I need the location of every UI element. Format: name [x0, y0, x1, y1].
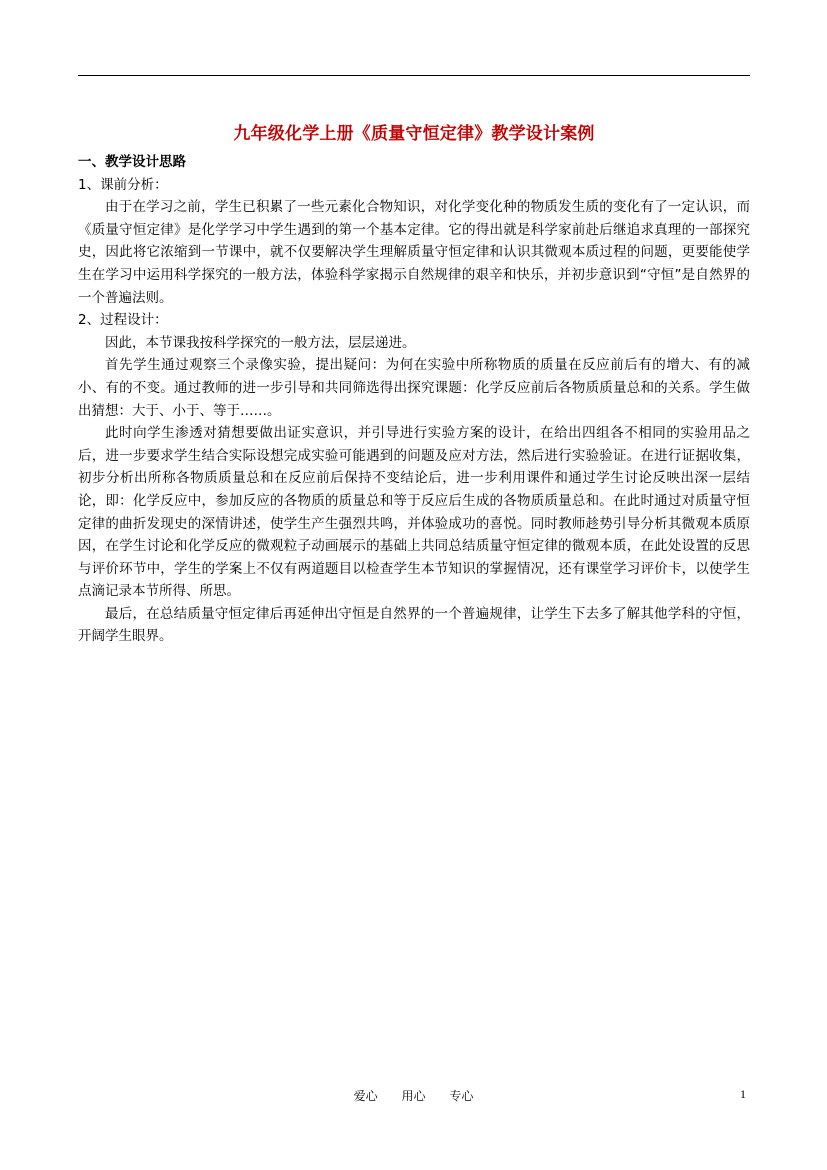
header-rule [78, 75, 750, 76]
footer-motto [0, 1087, 827, 1104]
document-body [78, 151, 750, 648]
subsection-heading-2: 2、过程设计： [78, 312, 168, 329]
page-number: 1 [740, 1087, 746, 1101]
paragraph-2: 因此，本节课我按科学探究的一般方法，层层递进。 [105, 334, 416, 351]
footer-motto-1: 爱心 [353, 1089, 378, 1103]
paragraph-1: 由于在学习之前，学生已积累了一些元素化合物知识，对化学变化种的物质发生质的变化有了一定认识，而《质量守恒定律》是化学学习中学生遇到的第一个基本定律。它的得出就是科学家前赴后继追求真理的一部探究史，因此将它浓缩到一节课中，就不仅要解决学生理解质量守恒定律和认识其微观本质过程的问题，更要能使学生在学习中运用科学探究的一般方法，体验科学家揭示自然规律的艰辛和快乐，并初步意识到“守恒”是自然界的一个普遍法则。 [78, 199, 750, 306]
section-heading: 一、教学设计思路 [78, 154, 186, 170]
subsection-heading-1: 1、课前分析： [78, 176, 168, 193]
footer-motto-3: 专心 [449, 1089, 474, 1103]
paragraph-4: 此时向学生渗透对猜想要做出证实意识，并引导进行实验方案的设计，在给出四组各不相同的实验用品之后，进一步要求学生结合实际设想完成实验可能遇到的问题及应对方法，然后进行实验验证。在进行证据收集，初步分析出所称各物质质量总和在反应前后保持不变结论后，进一步利用课件和通过学生讨论反映出深一层结论，即：化学反应中，参加反应的各物质的质量总和等于反应后生成的各物质质量总和。在此时通过对质量守恒定律的曲折发现史的深情讲述，使学生产生强烈共鸣，并体验成功的喜悦。同时教师趁势引导分析其微观本质原因，在学生讨论和化学反应的微观粒子动画展示的基础上共同总结质量守恒定律的微观本质，在此处设置的反思与评价环节中，学生的学案上不仅有两道题目以检查学生本节知识的掌握情况，还有课堂学习评价卡，以使学生点滴记录本节所得、所思。 [78, 425, 750, 600]
document-title: 九年级化学上册《质量守恒定律》教学设计案例 [233, 124, 595, 144]
paragraph-5: 最后，在总结质量守恒定律后再延伸出守恒是自然界的一个普遍规律，让学生下去多了解其他学科的守恒，开阔学生眼界。 [78, 605, 750, 645]
paragraph-3: 首先学生通过观察三个录像实验，提出疑问：为何在实验中所称物质的质量在反应前后有的增大、有的减小、有的不变。通过教师的进一步引导和共同筛选得出探究课题：化学反应前后各物质质量总和的关系。学生做出猜想：大于、小于、等于……。 [78, 357, 750, 419]
footer-motto-2: 用心 [401, 1089, 426, 1103]
